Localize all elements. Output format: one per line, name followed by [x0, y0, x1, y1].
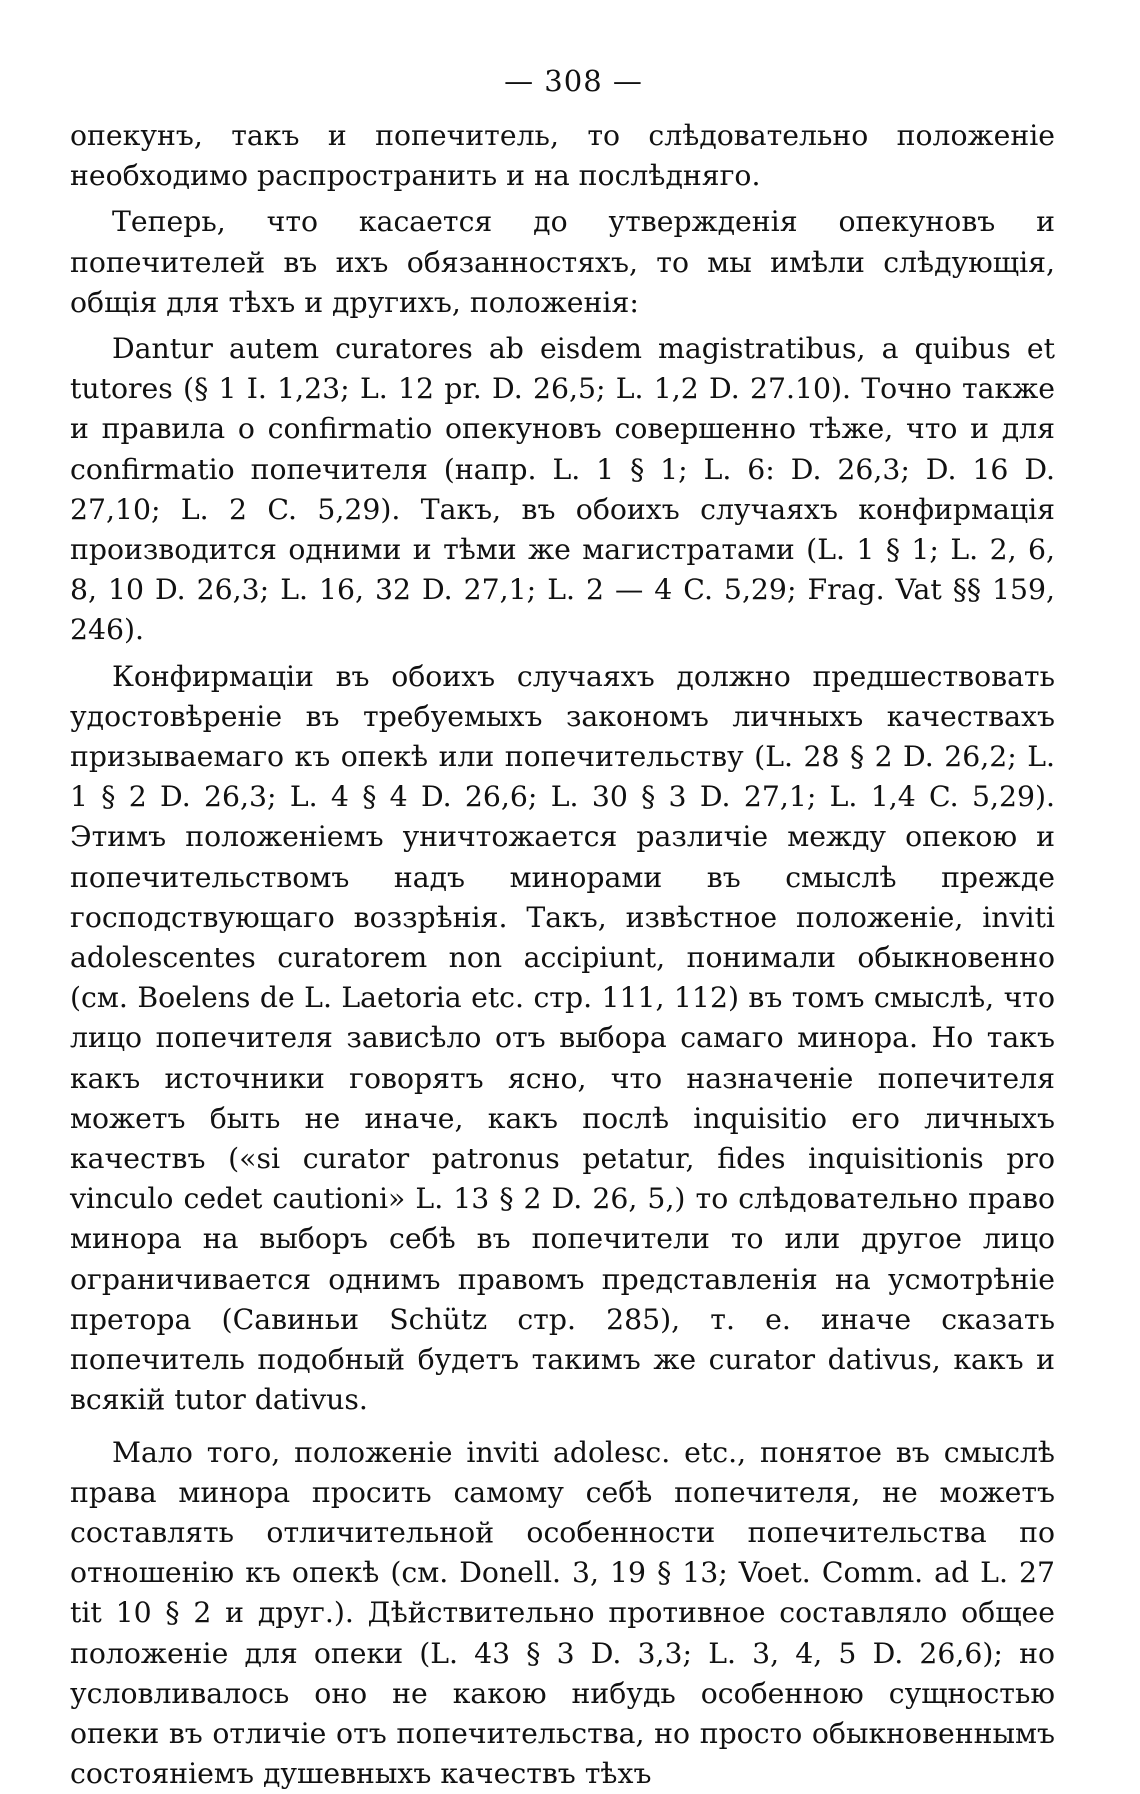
- paragraph-moreover: Мало того, положеніе inviti adolesc. etc., понятое въ смыслѣ права минора просить самому себѣ попечителя, не можетъ составлять отличительной особенности попечительства по отношенію къ опекѣ (см. Donell. 3, 19 § 13; Voet. Comm. ad L. 27 tit 10 § 2 и друг.). Дѣйствительно противное составляло общее положеніе для опеки (L. 43 § 3 D. 3,3; L. 3, 4, 5 D. 26,6); но условливалось оно не какою нибудь особенною сущностью опеки въ отличіе отъ попечительства, но просто обыкновеннымъ состояніемъ душевныхъ качествъ тѣхъ: [70, 1433, 1055, 1794]
- paragraph-latin-quotation: Dantur autem curatores ab eisdem magistratibus, a quibus et tutores (§ 1 I. 1,23; L. 12 pr. D. 26,5; L. 1,2 D. 27.10). Точно также и правила о confirmatio опекуновъ совершенно тѣже, что и для confirmatio попечителя (напр. L. 1 § 1; L. 6: D. 26,3; D. 16 D. 27,10; L. 2 C. 5,29). Такъ, въ обоихъ случаяхъ конфирмація производится одними и тѣми же магистратами (L. 1 § 1; L. 2, 6, 8, 10 D. 26,3; L. 16, 32 D. 27,1; L. 2 — 4 C. 5,29; Frag. Vat §§ 159, 246).: [70, 329, 1055, 651]
- paragraph-confirmation-requirements: Конфирмаціи въ обоихъ случаяхъ должно предшествовать удостовѣреніе въ требуемыхъ закономъ личныхъ качествахъ призываемаго къ опекѣ или попечительству (L. 28 § 2 D. 26,2; L. 1 § 2 D. 26,3; L. 4 § 4 D. 26,6; L. 30 § 3 D. 27,1; L. 1,4 C. 5,29). Этимъ положеніемъ уничтожается различіе между опекою и попечительствомъ надъ минорами въ смыслѣ прежде господствующаго воззрѣнія. Такъ, извѣстное положеніе, inviti adolescentes curatorem non accipiunt, понимали обыкновенно (см. Boelens de L. Laetoria etc. стр. 111, 112) въ томъ смыслѣ, что лицо попечителя зависѣло отъ выбора самаго минора. Но такъ какъ источники говорятъ ясно, что назначеніе попечителя можетъ быть не иначе, какъ послѣ inquisitio его личныхъ качествъ («si curator patronus petatur, fides inquisitionis pro vinculo cedet cautioni» L. 13 § 2 D. 26, 5,) то слѣдовательно право минора на выборъ себѣ въ попечители то или другое лицо ограничивается однимъ правомъ представленія на усмотрѣніе претора (Савиньи Schütz стр. 285), т. е. иначе сказать попечитель подобный будетъ такимъ же curator dativus, какъ и всякій tutor dativus.: [70, 657, 1055, 1421]
- paragraph-confirmation-intro: Теперь, что касается до утвержденія опекуновъ и попечителей въ ихъ обязанностяхъ, то мы имѣли слѣдующія, общія для тѣхъ и другихъ, положенія:: [70, 202, 1055, 323]
- document-page: [70, 64, 1055, 1794]
- page-number: — 308 —: [70, 64, 1055, 98]
- paragraph-continuation: опекунъ, такъ и попечитель, то слѣдовательно положеніе необходимо распространить и на послѣдняго.: [70, 116, 1055, 196]
